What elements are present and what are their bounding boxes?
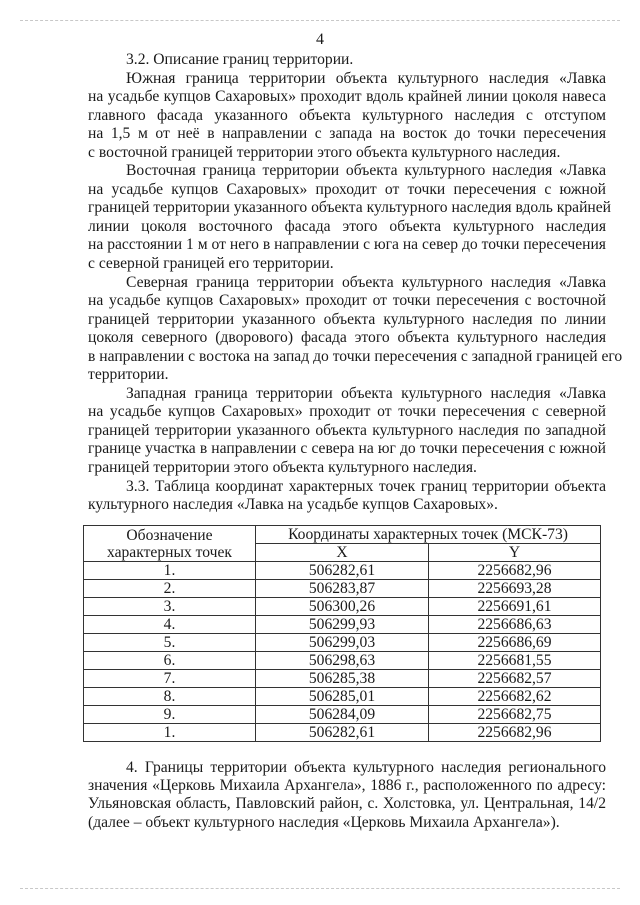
table-row [84, 706, 601, 724]
text-line: на усадьбе купцов Сахаровых» проходит вдоль крайней линии цоколя навеса [88, 88, 606, 106]
x-cell: 506282,61 [256, 724, 429, 742]
page-number: 4 [316, 31, 324, 48]
text-line: границей территории этого объекта культурного наследия. [88, 459, 477, 477]
point-cell: 7. [84, 670, 256, 688]
x-cell: 506299,03 [256, 634, 429, 652]
text-line: на усадьбе купцов Сахаровых» проходит от точки пересечения с восточной [88, 292, 606, 310]
text-line: на усадьбе купцов Сахаровых» проходит от точки пересечения с северной [88, 403, 606, 421]
section-3-2 [88, 51, 623, 515]
point-cell: 1. [84, 562, 256, 580]
header-point: Обозначение характерных точек [84, 526, 256, 562]
y-cell: 2256682,57 [429, 670, 601, 688]
x-cell: 506298,63 [256, 652, 429, 670]
text-line: цоколя северного (дворового) фасада этого объекта культурного наследия [88, 329, 606, 347]
point-cell: 6. [84, 652, 256, 670]
y-cell: 2256693,28 [429, 580, 601, 598]
text-line: с восточной границей территории этого объекта культурного наследия. [88, 143, 561, 161]
table-row [84, 616, 601, 634]
table-row [84, 724, 601, 742]
header-coordinates: Координаты характерных точек (МСК-73) [256, 526, 601, 544]
point-cell: 2. [84, 580, 256, 598]
text-line: (далее – объект культурного наследия «Церковь Михаила Архангела»). [88, 813, 560, 831]
scan-edge-bottom [20, 888, 620, 889]
text-line: Северная граница территории объекта культурного наследия «Лавка [126, 273, 606, 291]
x-cell: 506284,09 [256, 706, 429, 724]
point-cell: 5. [84, 634, 256, 652]
y-cell: 2256686,63 [429, 616, 601, 634]
point-cell: 1. [84, 724, 256, 742]
x-cell: 506299,93 [256, 616, 429, 634]
y-cell: 2256682,62 [429, 688, 601, 706]
boundary-paragraphs [88, 69, 623, 478]
table-row [84, 634, 601, 652]
point-cell: 3. [84, 598, 256, 616]
section-3-3-caption [88, 478, 606, 515]
table-row [84, 580, 601, 598]
x-cell: 506282,61 [256, 562, 429, 580]
text-line: значения «Церковь Михаила Архангела», 1886 г., расположенного по адресу: [88, 777, 606, 795]
x-cell: 506283,87 [256, 580, 429, 598]
paragraph [88, 273, 623, 385]
text-line: линии цоколя восточного фасада этого объекта культурного наследия [88, 217, 606, 235]
x-cell: 506285,01 [256, 688, 429, 706]
paragraph [88, 162, 612, 273]
x-cell: 506300,26 [256, 598, 429, 616]
table-row [84, 652, 601, 670]
text-line: на усадьбе купцов Сахаровых» проходит от точки пересечения с южной [88, 180, 606, 198]
table-row [84, 688, 601, 706]
header-x: X [256, 544, 429, 562]
x-cell: 506285,38 [256, 670, 429, 688]
point-cell: 4. [84, 616, 256, 634]
y-cell: 2256682,75 [429, 706, 601, 724]
table-row [84, 598, 601, 616]
point-cell: 9. [84, 706, 256, 724]
text-line: Южная граница территории объекта культурного наследия «Лавка [126, 69, 606, 87]
text-line: культурного наследия «Лавка на усадьбе купцов Сахаровых». [88, 496, 498, 514]
section-4 [88, 759, 606, 832]
table-row [84, 562, 601, 580]
text-line: с северной границей его территории. [88, 255, 334, 273]
y-cell: 2256686,69 [429, 634, 601, 652]
table-row [84, 670, 601, 688]
text-line: Западная граница территории объекта культурного наследия «Лавка [126, 384, 606, 402]
text-line: в направлении с востока на запад до точки пересечения с западной границей его [88, 347, 623, 365]
section-heading: 3.2. Описание границ территории. [126, 51, 354, 68]
scan-edge-top [20, 20, 620, 21]
header-y: Y [429, 544, 601, 562]
text-line: на 1,5 м от неё в направлении с запада на восток до точки пересечения [88, 125, 606, 143]
paragraph [88, 70, 606, 163]
text-line: границе участка в направлении с севера на юг до точки пересечения с южной [88, 440, 606, 458]
coordinates-table [83, 525, 601, 742]
y-cell: 2256691,61 [429, 598, 601, 616]
text-line: границей территории указанного объекта культурного наследия по линии [88, 310, 606, 328]
text-line: главного фасада указанного объекта культурного наследия с отступом [88, 106, 606, 124]
paragraph [88, 385, 606, 478]
text-line: 4. Границы территории объекта культурного наследия регионального [126, 759, 606, 776]
text-line: Ульяновская область, Павловский район, с. Холстовка, ул. Центральная, 14/2 [88, 795, 606, 813]
text-line: территории. [88, 366, 169, 384]
y-cell: 2256681,55 [429, 652, 601, 670]
text-line: 3.3. Таблица координат характерных точек границ территории объекта [126, 477, 606, 495]
text-line: Восточная граница территории объекта культурного наследия «Лавка [126, 162, 606, 180]
y-cell: 2256682,96 [429, 562, 601, 580]
point-cell: 8. [84, 688, 256, 706]
y-cell: 2256682,96 [429, 724, 601, 742]
text-line: на расстоянии 1 м от него в направлении с юга на север до точки пересечения [88, 236, 606, 254]
text-line: границей территории указанного объекта культурного наследия по западной [88, 421, 606, 439]
text-line: границей территории указанного объекта культурного наследия вдоль крайней [88, 199, 612, 217]
